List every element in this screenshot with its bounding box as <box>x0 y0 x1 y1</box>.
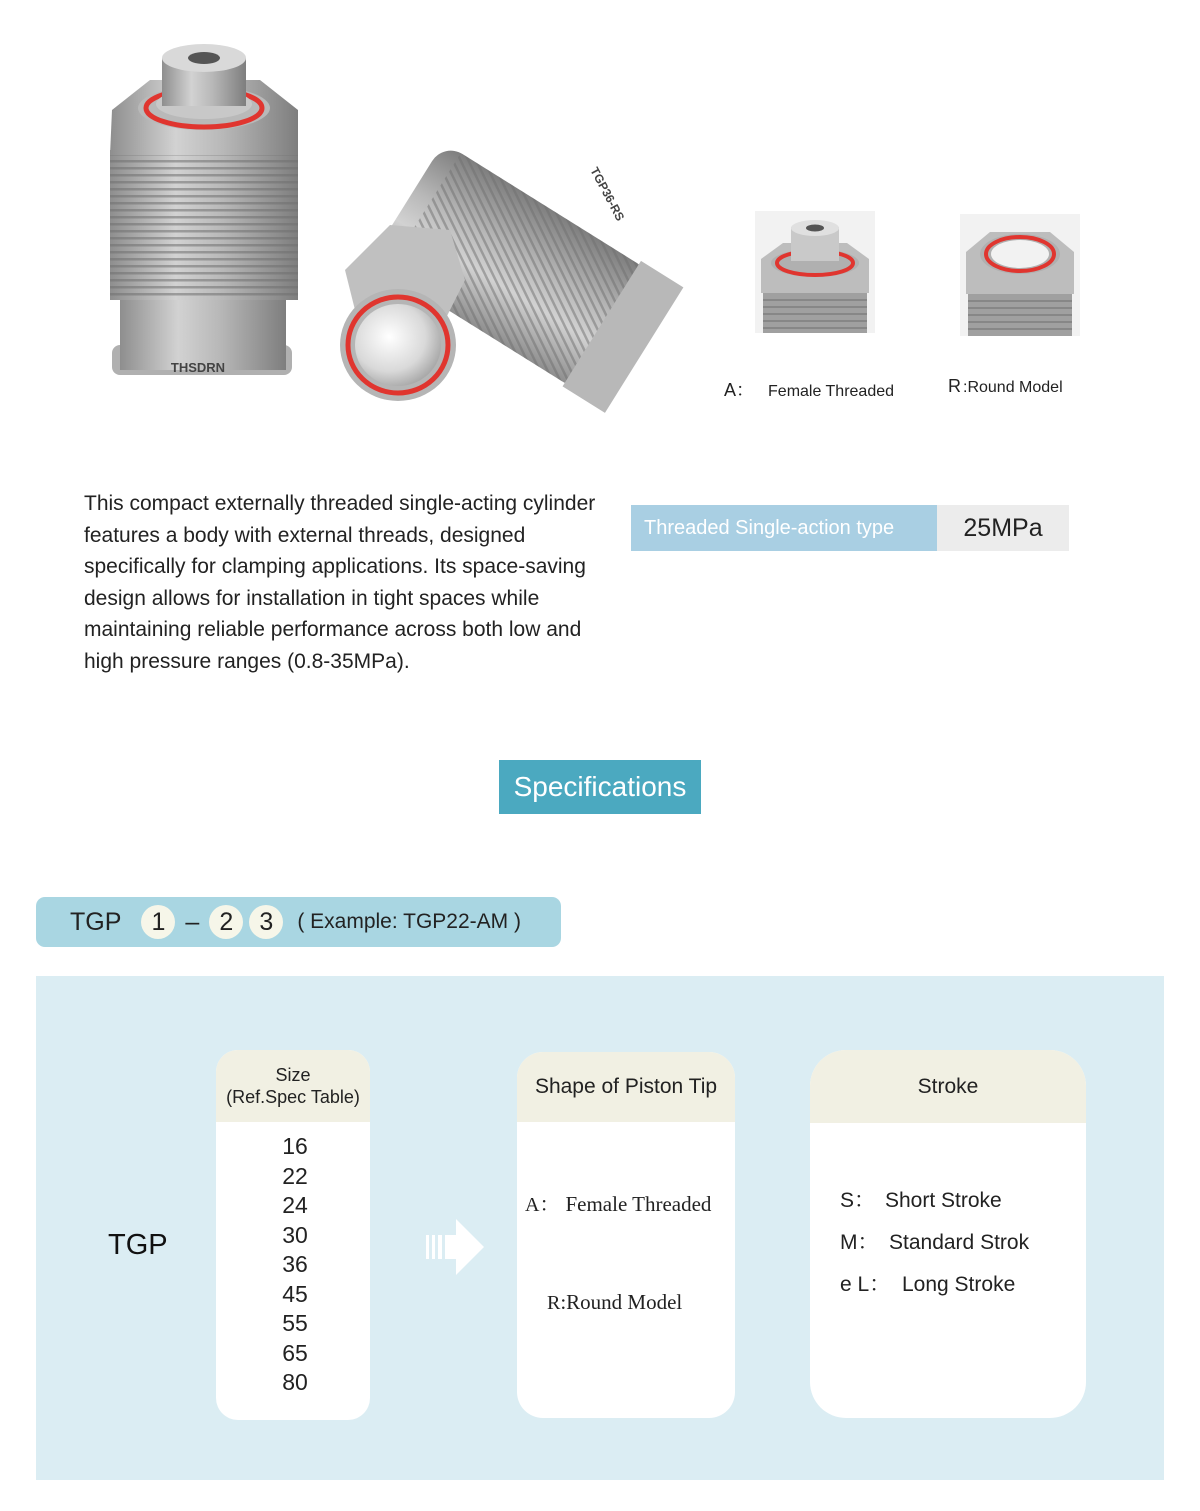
code-dash: – <box>185 907 200 936</box>
list-item: 16 <box>282 1133 308 1159</box>
variant-code: A： <box>724 380 755 400</box>
piston-tip-card <box>517 1052 735 1418</box>
size-list <box>216 1122 370 1398</box>
list-item: 45 <box>282 1280 308 1307</box>
model-code-bar <box>36 897 561 947</box>
type-name: Threaded Single-action type <box>631 505 937 551</box>
variant-label: :Round Model <box>963 379 1063 396</box>
list-item: 36 <box>282 1251 308 1277</box>
series-label: TGP <box>108 1229 168 1261</box>
tip-code: R <box>547 1292 561 1314</box>
rated-pressure: 25MPa <box>937 505 1069 551</box>
list-item: 24 <box>282 1192 308 1218</box>
product-description: This compact externally threaded single-acting cylinder features a body with external threads, designed specifically for clamping applications. Its space-saving design allows for installation in tight spaces while maintaining reliable performance across both low and high pressure ranges (0.8-35MPa). <box>84 492 596 673</box>
stroke-card <box>810 1050 1086 1418</box>
list-item: 30 <box>282 1221 308 1248</box>
thumbnail-female-threaded <box>755 211 875 333</box>
size-card-header <box>216 1050 370 1122</box>
size-title: Size <box>275 1065 311 1085</box>
code-slot-3: 3 <box>249 905 283 939</box>
size-subtitle: (Ref.Spec Table) <box>226 1087 360 1107</box>
tip-label: Female Threaded <box>565 1192 712 1216</box>
list-item: 65 <box>282 1339 308 1366</box>
product-photo <box>90 20 690 440</box>
thumbnail-round-model <box>960 214 1080 336</box>
arrow-right-icon <box>424 1217 486 1277</box>
stroke-option-l <box>840 1268 1015 1298</box>
tip-option-r <box>547 1290 682 1315</box>
stroke-header: Stroke <box>810 1050 1086 1123</box>
tip-code: A： <box>525 1194 560 1216</box>
stroke-option-s <box>840 1184 1002 1214</box>
code-slot-2: 2 <box>209 905 243 939</box>
tip-option-a <box>525 1188 711 1217</box>
model-prefix: TGP <box>70 907 122 936</box>
specifications-heading: Specifications <box>499 760 701 814</box>
model-example: ( Example: TGP22-AM ) <box>297 910 521 933</box>
stroke-code: M： <box>840 1231 879 1254</box>
stroke-option-m <box>840 1226 1029 1256</box>
list-item: 80 <box>282 1369 308 1395</box>
stroke-label: Standard Strok <box>889 1231 1030 1254</box>
variant-label: Female Threaded <box>768 383 895 400</box>
cylinder-female-threaded <box>110 44 298 375</box>
stroke-label: Short Stroke <box>885 1189 1002 1212</box>
cylinder-round-model <box>340 139 683 413</box>
list-item: 55 <box>282 1310 308 1336</box>
stroke-code: S： <box>840 1189 876 1212</box>
tip-label: :Round Model <box>560 1290 683 1314</box>
list-item: 22 <box>282 1162 308 1189</box>
variant-caption-r <box>948 376 1063 397</box>
variant-caption-a <box>724 376 894 402</box>
size-card <box>216 1050 370 1420</box>
model-engraving: TGP36-RS <box>587 164 628 224</box>
variant-code: R <box>948 376 961 396</box>
code-slot-1: 1 <box>141 905 175 939</box>
stroke-label: Long Stroke <box>902 1273 1016 1296</box>
stroke-code: e L： <box>840 1273 891 1296</box>
piston-tip-header: Shape of Piston Tip <box>517 1052 735 1122</box>
type-pressure-badge <box>631 505 1069 551</box>
brand-engraving: THSDRN <box>170 360 226 375</box>
